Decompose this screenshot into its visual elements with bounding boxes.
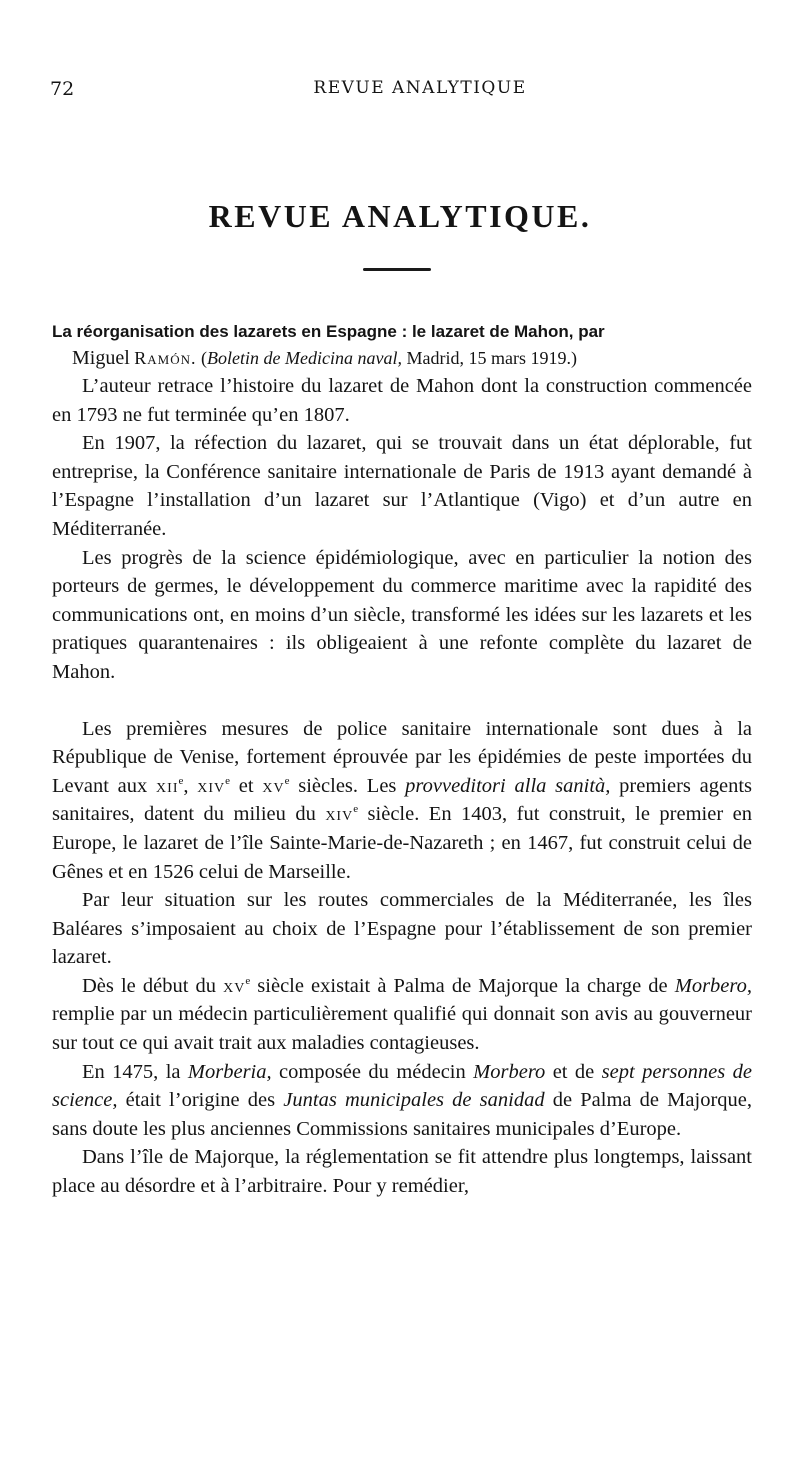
article-heading <box>52 318 752 372</box>
paragraph-4-text-a: Les premières mesures de police sanitaire internationale sont dues à la République de Venise, fortement éprouvée par les épidémies de peste importées du Levant aux <box>52 717 752 797</box>
paragraph-7-text-d: était l’origine des <box>117 1089 284 1112</box>
century-15: xv <box>262 774 285 797</box>
morberia-italic: Morberia, <box>187 1060 272 1083</box>
paragraph-6-text-b: siècle existait à Palma de Majorque la charge de <box>250 974 675 997</box>
paragraph-6-text-c: remplie par un médecin particulièrement qualifié qui donnait son avis au gouverneur sur tout ce qui avait trait aux maladies contagieuses. <box>52 1003 752 1055</box>
title-rule-divider <box>363 268 431 271</box>
separator-1: , <box>183 774 198 797</box>
paragraph-3: Les progrès de la science épidémiologique, avec en particulier la notion des porteurs de germes, le développement du commerce maritime avec la rapidité des communications ont, en moins d’un siècle, transformé les idées sur les lazarets et les pratiques quarantenaires : ils obligeaient à une refonte complète du lazaret de Mahon. <box>52 546 752 683</box>
paragraph-7-text-c: et de <box>545 1060 602 1083</box>
paragraph-7-text-b: composée du médecin <box>271 1060 474 1083</box>
paragraph-4-text-d: siècle. En 1403, fut construit, le premier en Europe, le lazaret de l’île Sainte-Marie-de-Nazareth ; en 1467, fut construit celui de Gênes et en 1526 celui de Marseille. <box>52 803 752 883</box>
paragraph-2: En 1907, la réfection du lazaret, qui se trouvait dans un état déplorable, fut entreprise, la Conférence sanitaire internationale de Paris de 1913 ayant demandé à l’Espagne l’installation d’un lazaret sur l’Atlantique (Vigo) et d’un autre en Méditerranée. <box>52 432 752 540</box>
running-title: REVUE ANALYTIQUE <box>313 78 527 98</box>
paragraph-7 <box>52 1058 752 1144</box>
paragraph-1: L’auteur retrace l’histoire du lazaret de Mahon dont la construction commencée en 1793 ne fut terminée qu’en 1807. <box>52 375 752 426</box>
sept-personnes-italic: sept personnes de science, <box>52 1060 752 1112</box>
century-14-b: xiv <box>325 803 354 826</box>
century-14: xiv <box>197 774 226 797</box>
century-14-b-sup: e <box>353 803 359 816</box>
paragraph-4-text-c: premiers agents sanitaires, datent du milieu du <box>52 774 753 826</box>
article-body <box>52 318 752 1201</box>
paragraph-4 <box>52 715 752 887</box>
provveditori-italic: provveditori alla sanità, <box>405 774 611 797</box>
section-title: REVUE ANALYTIQUE. <box>208 198 592 234</box>
paragraph-4-text-b: siècles. Les <box>289 774 406 797</box>
century-14-sup: e <box>225 774 231 787</box>
paragraph-7-text-e: de Palma de Majorque, sans doute les plus anciennes Commissions sanitaires municipales d’Europe. <box>52 1089 752 1140</box>
page-number: 72 <box>50 78 75 100</box>
century-12-sup: e <box>178 774 184 787</box>
paragraph-7-text-a: En 1475, la <box>82 1060 188 1083</box>
century-12: xii <box>156 774 179 797</box>
author-first-name: Miguel <box>72 347 130 369</box>
paragraph-6 <box>52 972 752 1058</box>
reference-details: Madrid, 15 mars 1919.) <box>401 348 577 368</box>
century-15-b: xv <box>223 974 246 997</box>
separator-2: et <box>230 774 263 797</box>
reference-open: ( <box>196 348 208 368</box>
morbero-italic-2: Morbero <box>473 1060 546 1083</box>
paragraph-8: Dans l’île de Majorque, la réglementation se fit attendre plus longtemps, laissant place au désordre et à l’arbitraire. Pour y remédier, <box>52 1146 752 1198</box>
paragraph-5: Par leur situation sur les routes commerciales de la Méditerranée, les îles Baléares s’imposaient au choix de l’Espagne pour l’établissement de son premier lazaret. <box>52 889 752 969</box>
century-15-b-sup: e <box>245 975 251 988</box>
paragraph-6-text-a: Dès le début du <box>82 974 224 997</box>
juntas-italic: Juntas municipales de sanidad <box>283 1089 545 1112</box>
morbero-italic: Morbero, <box>674 974 752 997</box>
century-15-sup: e <box>284 774 290 787</box>
journal-name: Boletin de Medicina naval, <box>207 348 402 368</box>
author-last-name: Ramón. <box>134 348 197 368</box>
running-head <box>50 78 750 104</box>
article-title: La réorganisation des lazarets en Espagne : le lazaret de Mahon, par <box>52 322 605 341</box>
